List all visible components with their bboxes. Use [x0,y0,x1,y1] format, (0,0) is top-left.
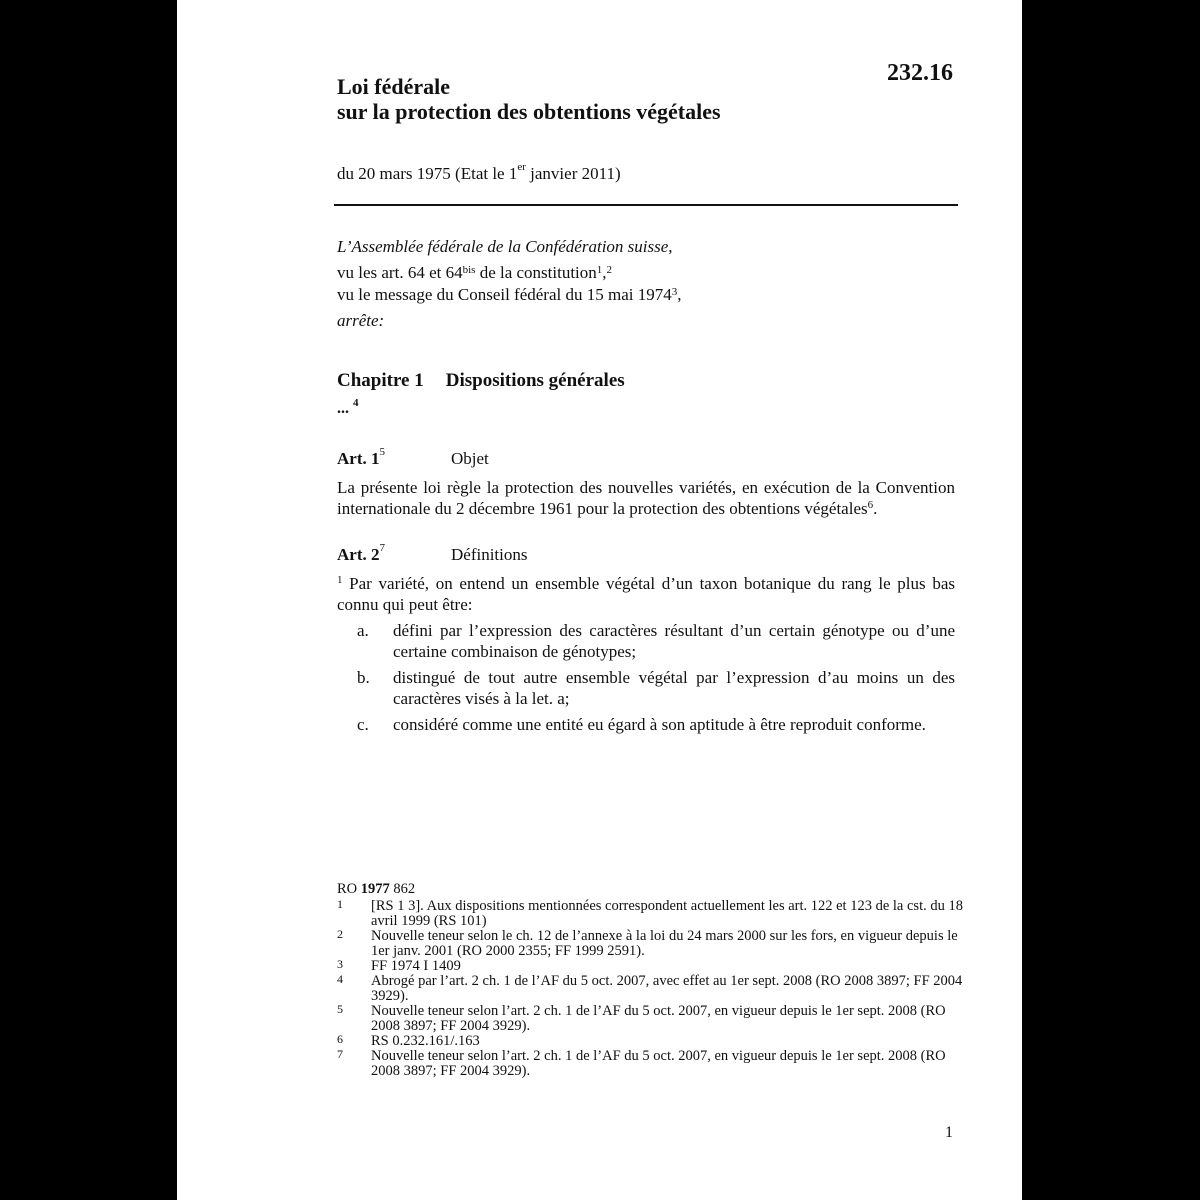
text: La présente loi règle la protection des nouvelles variétés, en exécution de la Convention internationale du 2 décembre 1961 pour la protection des obtentions végétales [337,478,955,518]
article-2-paragraph-1 [337,573,955,615]
text: . [873,499,878,518]
footnote-text: [RS 1 3]. Aux dispositions mentionnées correspondent actuellement les art. 122 et 123 de la cst. du 18 avril 1999 (RS 101) [371,898,963,929]
article-1-text [337,477,955,519]
ro-reference [337,882,977,897]
footnote-text: Abrogé par l’art. 2 ch. 1 de l’AF du 5 oct. 2007, avec effet au 1er sept. 2008 (RO 2008 3897; FF 2004 3929). [371,973,963,1004]
repealed-marker [337,397,359,418]
footnote-ref-5[interactable]: 5 [379,446,385,458]
chapter-heading [337,370,625,392]
footnote-5 [337,1004,977,1034]
article-number [337,542,451,565]
text: de la constitution [475,263,597,282]
list-text: considéré comme une entité eu égard à son aptitude à être reproduit conforme. [393,715,926,734]
footnote-text: RS 0.232.161/.163 [371,1033,480,1049]
footnote-number: 2 [337,927,343,941]
footnote-number: 3 [337,957,343,971]
footnote-text: Nouvelle teneur selon le ch. 12 de l’annexe à la loi du 24 mars 2000 sur les fors, en vigueur depuis le 1er janv. 2001 (RO 2000 2355; FF 1999 2591). [371,928,958,959]
footnote-number: 5 [337,1002,343,1016]
sup-bis: bis [462,264,476,276]
page-number: 1 [945,1124,953,1141]
text: vu le message du Conseil fédéral du 15 mai 1974 [337,285,672,304]
list-label: a. [357,621,369,640]
vu-message-line [337,284,957,306]
chapter-title: Dispositions générales [445,370,625,391]
title-line-1: Loi fédérale [337,74,451,99]
footnote-text: FF 1974 I 1409 [371,958,461,974]
list-label: b. [357,668,370,687]
footnote-ref-6[interactable]: 6 [867,499,874,511]
paragraph-number: 1 [337,574,343,586]
footnote-ref-2[interactable]: 2 [606,264,613,276]
text: 1977 [360,881,390,897]
article-title: Objet [451,449,489,468]
footnote-ref-4[interactable]: 4 [353,397,359,409]
date-line [337,161,621,184]
list-text: défini par l’expression des caractères résultant d’un certain génotype ou d’une certaine combinaison de génotypes; [393,621,955,661]
footnote-2 [337,929,977,959]
text: Art. 2 [337,545,380,564]
text: Art. 1 [337,449,380,468]
text: vu les art. 64 et 64 [337,263,463,282]
footnote-7 [337,1049,977,1079]
text: 862 [389,881,416,897]
footnote-number: 6 [337,1032,343,1046]
footnotes [337,882,977,1079]
text: ... [337,400,349,417]
definition-list [337,620,955,740]
header-divider [334,204,958,206]
list-item [337,667,955,709]
chapter-number: Chapitre 1 [337,370,424,391]
article-number [337,446,451,469]
preamble [337,236,957,332]
date-suffix: janvier 2011) [525,164,621,183]
assembly-line: L’Assemblée fédérale de la Confédération suisse, [337,237,673,256]
document-number: 232.16 [887,60,953,86]
text: , [602,263,607,282]
footnote-4 [337,974,977,1004]
title-line-2: sur la protection des obtentions végétales [337,99,721,124]
text: Par variété, on entend un ensemble végétal d’un taxon botanique du rang le plus bas connu qui peut être: [337,574,955,614]
footnote-ref-7[interactable]: 7 [379,542,385,554]
footnote-text: Nouvelle teneur selon l’art. 2 ch. 1 de l’AF du 5 oct. 2007, en vigueur depuis le 1er sept. 2008 (RO 2008 3897; FF 2004 3929). [371,1003,946,1034]
list-item [337,620,955,662]
text: , [677,285,682,304]
list-item [337,714,955,735]
footnote-6 [337,1034,977,1049]
vu-constitution-line [337,262,957,284]
footnote-3 [337,959,977,974]
footnote-ref-1[interactable]: 1 [596,264,603,276]
list-label: c. [357,715,369,734]
article-2-heading [337,542,528,565]
date-prefix: du 20 mars 1975 (Etat le 1 [337,164,518,183]
text: RO [337,881,361,897]
footnote-ref-3[interactable]: 3 [671,286,678,298]
footnote-number: 1 [337,897,343,911]
document-page [177,0,1022,1200]
document-title [337,74,721,124]
footnote-number: 4 [337,972,343,986]
article-1-heading [337,446,489,469]
decree-line: arrête: [337,311,385,330]
list-text: distingué de tout autre ensemble végétal par l’expression d’au moins un des caractères visés à la let. a; [393,668,955,708]
footnote-number: 7 [337,1047,343,1061]
footnote-1 [337,899,977,929]
date-sup: er [517,161,526,173]
article-title: Définitions [451,545,528,564]
footnote-text: Nouvelle teneur selon l’art. 2 ch. 1 de l’AF du 5 oct. 2007, en vigueur depuis le 1er sept. 2008 (RO 2008 3897; FF 2004 3929). [371,1048,946,1079]
